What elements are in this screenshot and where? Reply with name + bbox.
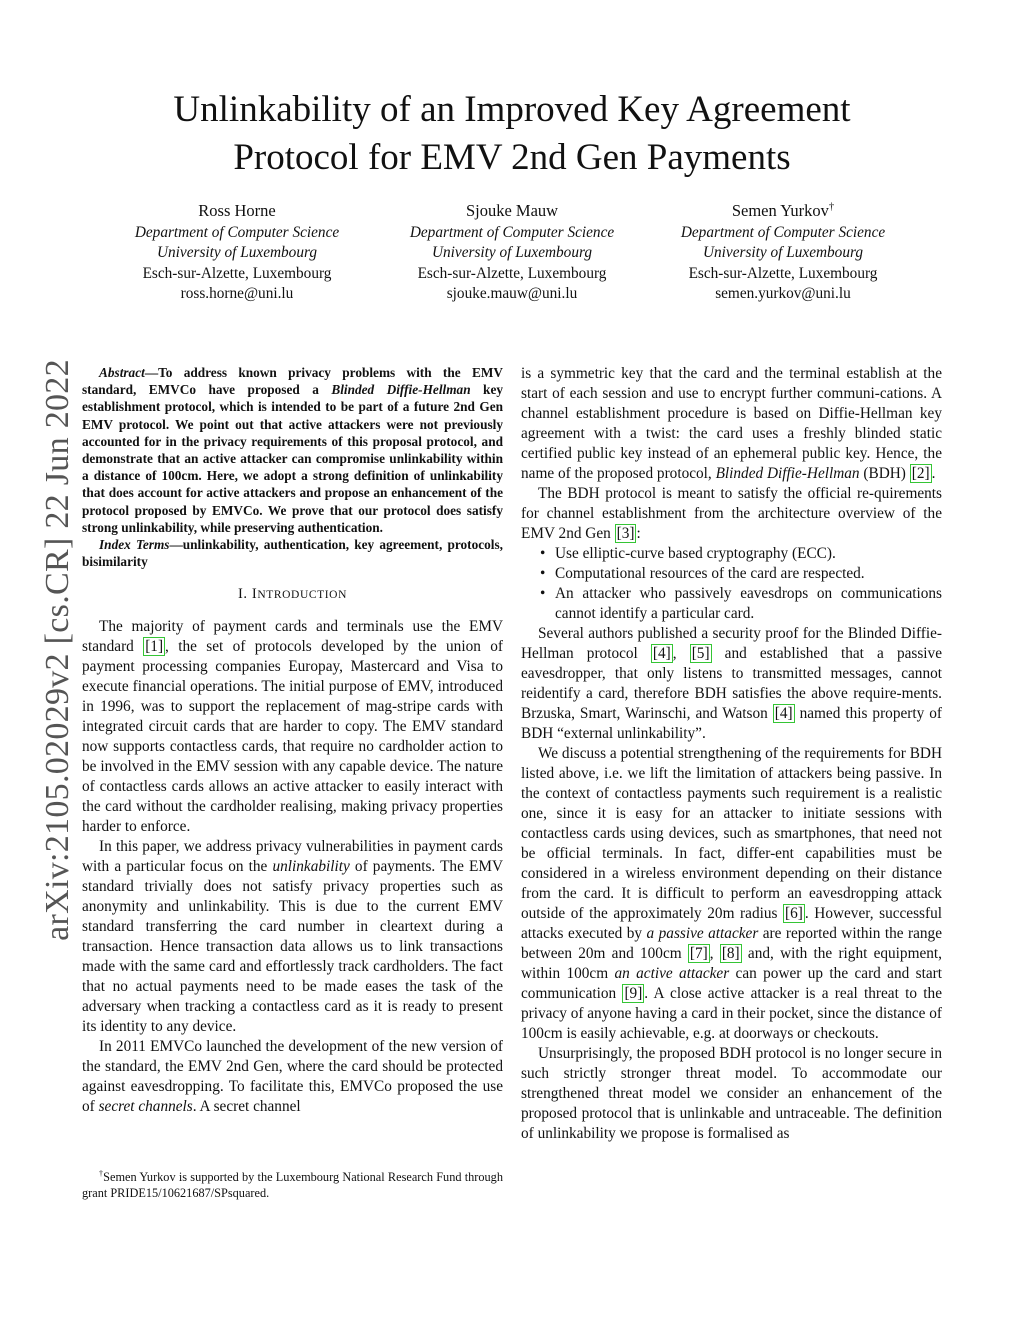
text-run: The majority of payment cards and terminals use the EMV standard <box>82 618 503 656</box>
paper-title <box>0 86 1024 182</box>
index-terms-dash: — <box>169 537 183 553</box>
author-block-1 <box>87 201 387 305</box>
author-city: Esch-sur-Alzette, Luxembourg <box>688 264 878 282</box>
text-run: , <box>709 945 720 962</box>
requirements-list <box>521 544 942 624</box>
section-number: I. <box>238 586 252 603</box>
abstract-text-a: To address known privacy problems with the EMV standard, EMVCo have proposed a <box>82 365 503 398</box>
text-run: Several authors published a security proof for the Blinded Diffie-Hellman protocol <box>521 625 942 662</box>
author-university: University of Luxembourg <box>702 244 864 261</box>
right-column <box>521 364 942 1144</box>
abstract-text-b: key establishment protocol, which is intended to be part of a future 2nd Gen EMV protocol. We point out that active attackers were not previously accounted for in the privacy requirements of this proposal protocol, and demonstrate that an active attacker can compromise unlinkability within a distance of 100cm. Here, we adopt a strong definition of unlinkability that does account for active attackers and propose an enhancement of the protocol proposed by EMVCo. We prove that our protocol does satisfy strong unlinkability, while preserving authentication. <box>82 382 503 535</box>
text-run: and, with the right equipment, within 100cm <box>521 945 942 982</box>
citation-link[interactable]: [7] <box>689 945 708 962</box>
author-name: Sjouke Mauw <box>465 201 559 220</box>
title-line-2: Protocol for EMV 2nd Gen Payments <box>233 137 791 178</box>
abstract-emphasis: Blinded Diffie-Hellman <box>331 382 471 398</box>
author-department: Department of Computer Science <box>134 223 340 241</box>
right-paragraph-1 <box>521 364 942 484</box>
footnote-paragraph <box>82 1170 503 1201</box>
right-paragraph-3 <box>521 624 942 744</box>
text-run: In 2011 EMVCo launched the development of the new version of the standard, the EMV 2nd Gen, where the card should be protected against eavesdropping. To facilitate this, EMVCo proposed the use of <box>82 1038 503 1116</box>
author-email: ross.horne@uni.lu <box>180 285 294 302</box>
right-paragraph-2 <box>521 484 942 544</box>
list-item: • An attacker who passively eavesdrops on communications cannot identify a particular card. <box>555 584 942 624</box>
citation-link[interactable]: [4] <box>652 645 671 662</box>
author-city: Esch-sur-Alzette, Luxembourg <box>142 264 332 282</box>
citation-link[interactable]: [8] <box>721 945 740 962</box>
author-email: semen.yurkov@uni.lu <box>715 285 851 302</box>
text-run: , the set of protocols developed by the union of payment processing companies Europay, Mastercard and Visa to execute financial operations. The initial purpose of EMV, introduced in 1996, was to support the replacement of mag-stripe cards with integrated circuit cards that are harder to copy. The EMV standard now supports contactless cards, that require no cardholder action to be involved in the EMV session with any capable device. The nature of contactless cards allows an active attacker to easily interact with the card without the cardholder realising, making privacy properties harder to enforce. <box>82 638 503 836</box>
emphasis: unlinkability <box>272 858 350 876</box>
author-name-text: Semen Yurkov <box>731 201 829 220</box>
citation-link[interactable]: [1] <box>145 638 164 656</box>
author-block-3 <box>633 201 933 305</box>
text-run: . A close active attacker is a real threat to the privacy of anyone having a card in their pocket, since the distance of 100cm is easily achievable, e.g. at doorways or checkouts. <box>521 985 942 1042</box>
text-run: The BDH protocol is meant to satisfy the official re-quirements for channel establishment from the architecture overview of the EMV 2nd Gen <box>521 485 942 542</box>
text-run: In this paper, we address privacy vulnerabilities in payment cards with a particular focus on the <box>82 838 503 876</box>
section-title-rest: NTRODUCTION <box>257 589 347 602</box>
intro-paragraph-2 <box>82 837 503 1037</box>
footnote-mark: † <box>99 1168 104 1178</box>
text-run: . However, successful attacks executed by <box>521 905 942 942</box>
citation-link[interactable]: [6] <box>785 905 803 922</box>
citation-link[interactable]: [5] <box>691 645 710 662</box>
index-terms-label: Index Terms <box>99 537 170 553</box>
left-column <box>82 364 503 1117</box>
section-title-initial: I <box>251 586 258 603</box>
emphasis: a passive attacker <box>646 925 759 942</box>
right-paragraph-5: Unsurprisingly, the proposed BDH protocol is no longer secure in such strictly stronger threat model. To accommodate our strengthened threat model we consider an enhancement of the proposed protocol that is unlinkable and untraceable. The definition of unlinkability we propose is formalised as <box>521 1045 942 1142</box>
arxiv-identifier: arXiv:2105.02029v2 [cs.CR] 22 Jun 2022 <box>39 359 76 941</box>
citation-link[interactable]: [4] <box>774 705 793 722</box>
text-run: . <box>931 465 936 482</box>
abstract-dash: — <box>144 365 159 380</box>
author-name <box>633 201 933 222</box>
text-run: , <box>672 645 690 662</box>
abstract-paragraph <box>82 364 503 536</box>
index-terms <box>82 536 503 570</box>
text-run: can power up the card and start communication <box>521 965 942 1002</box>
intro-paragraph-1 <box>82 617 503 837</box>
section-heading-introduction <box>82 584 503 605</box>
text-run: : <box>636 525 641 542</box>
abstract <box>82 364 503 570</box>
author-university: University of Luxembourg <box>156 244 318 261</box>
index-terms-text: unlinkability, authentication, key agreement, protocols, bisimilarity <box>82 537 503 570</box>
citation-link[interactable]: [3] <box>616 525 635 542</box>
text-run: (BDH) <box>859 465 910 482</box>
citation-link[interactable]: [2] <box>911 465 930 482</box>
text-run: . A secret channel <box>192 1098 301 1116</box>
text-run: We discuss a potential strengthening of the requirements for BDH listed above, i.e. we lift the limitation of attackers being passive. In the context of contactless payments such requirement is a realistic one, since it is easy for an attacker to initiate sessions with contactless cards using devices, such as smartphones, that need not be official terminals. In fact, differ-ent capabilities must be considered in a wireless environment depending on their distance from the card. It is difficult to perform an eavesdropping attack outside of the approximately 20m radius <box>521 745 942 922</box>
text-run: of payments. The EMV standard trivially does not satisfy privacy properties such as anonymity and unlinkability. This is due to the current EMV standard transferring the card number in cleartext during a transaction. Hence transaction data allows us to link transactions made with the same card and effortlessly track cardholders. The fact that no actual payments need to be made eases the task of the adversary when tracking a contactless card as it is ready to present its identity to any device. <box>82 858 503 1036</box>
author-department: Department of Computer Science <box>680 223 886 241</box>
emphasis: Blinded Diffie-Hellman <box>715 465 860 482</box>
author-city: Esch-sur-Alzette, Luxembourg <box>417 264 607 282</box>
list-item: • Computational resources of the card are respected. <box>555 564 942 584</box>
emphasis: secret channels <box>98 1098 193 1116</box>
text-run: is a symmetric key that the card and the terminal establish at the start of each session and use to encrypt further communi-cations. A channel establishment procedure is based on Diffie-Hellman key agreement with a twist: the card uses a freshly blinded static certified public key instead of an ephemeral public key. Hence, the name of the proposed protocol, <box>521 365 942 482</box>
author-university: University of Luxembourg <box>431 244 593 261</box>
text-run: named this property of BDH “external unlinkability”. <box>521 705 942 742</box>
footnote <box>82 1170 503 1201</box>
author-block-2 <box>362 201 662 305</box>
title-line-1: Unlinkability of an Improved Key Agreement <box>173 89 851 130</box>
author-department: Department of Computer Science <box>409 223 615 241</box>
intro-paragraph-3 <box>82 1037 503 1117</box>
text-run: are reported within the range between 20m and 100cm <box>521 925 942 962</box>
author-footnote-mark: † <box>828 200 835 213</box>
text-run: and established that a passive eavesdropper, that only listens to transmitted messages, cannot reidentify a card, therefore BDH satisfies the above require-ments. Brzuska, Smart, Warinschi, and Watson <box>521 645 942 722</box>
abstract-label: Abstract <box>99 365 145 380</box>
author-name: Ross Horne <box>198 201 276 220</box>
emphasis: an active attacker <box>614 965 730 982</box>
citation-link[interactable]: [9] <box>624 985 643 1002</box>
footnote-text: Semen Yurkov is supported by the Luxembourg National Research Fund through grant PRIDE15/10621687/SPsquared. <box>82 1170 503 1200</box>
right-paragraph-4 <box>521 744 942 1044</box>
list-item: • Use elliptic-curve based cryptography (ECC). <box>555 544 942 564</box>
author-email: sjouke.mauw@uni.lu <box>446 285 578 302</box>
